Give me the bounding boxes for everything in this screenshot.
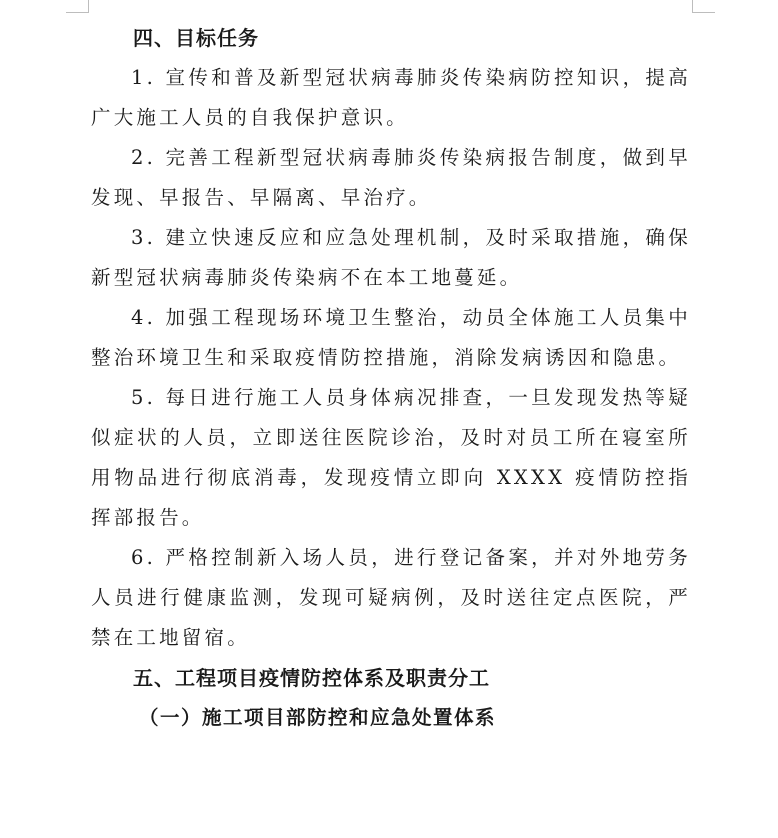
crop-mark-top-left xyxy=(66,0,89,13)
paragraph-item-1: 1. 宣传和普及新型冠状病毒肺炎传染病防控知识，提高广大施工人员的自我保护意识。 xyxy=(91,66,691,129)
paragraph-item-3: 3. 建立快速反应和应急处理机制，及时采取措施，确保新型冠状病毒肺炎传染病不在本工地蔓延。 xyxy=(91,226,691,289)
subsection-heading-project-system: （一）施工项目部防控和应急处置体系 xyxy=(139,706,497,729)
paragraph-item-2: 2. 完善工程新型冠状病毒肺炎传染病报告制度，做到早发现、早报告、早隔离、早治疗。 xyxy=(91,146,691,209)
document-body xyxy=(91,18,691,738)
crop-mark-top-right xyxy=(692,0,715,13)
section-heading-prevention-system: 五、工程项目疫情防控体系及职责分工 xyxy=(133,666,490,690)
section-heading-targets: 四、目标任务 xyxy=(133,26,259,50)
paragraph-item-6: 6. 严格控制新入场人员，进行登记备案，并对外地劳务人员进行健康监测，发现可疑病例，及时送往定点医院，严禁在工地留宿。 xyxy=(91,546,691,649)
paragraph-item-5: 5. 每日进行施工人员身体病况排查，一旦发现发热等疑似症状的人员，立即送往医院诊治，及时对员工所在寝室所用物品进行彻底消毒，发现疫情立即向 XXXX 疫情防控指挥部报告。 xyxy=(91,386,691,529)
paragraph-item-4: 4. 加强工程现场环境卫生整治，动员全体施工人员集中整治环境卫生和采取疫情防控措施，消除发病诱因和隐患。 xyxy=(91,306,691,369)
